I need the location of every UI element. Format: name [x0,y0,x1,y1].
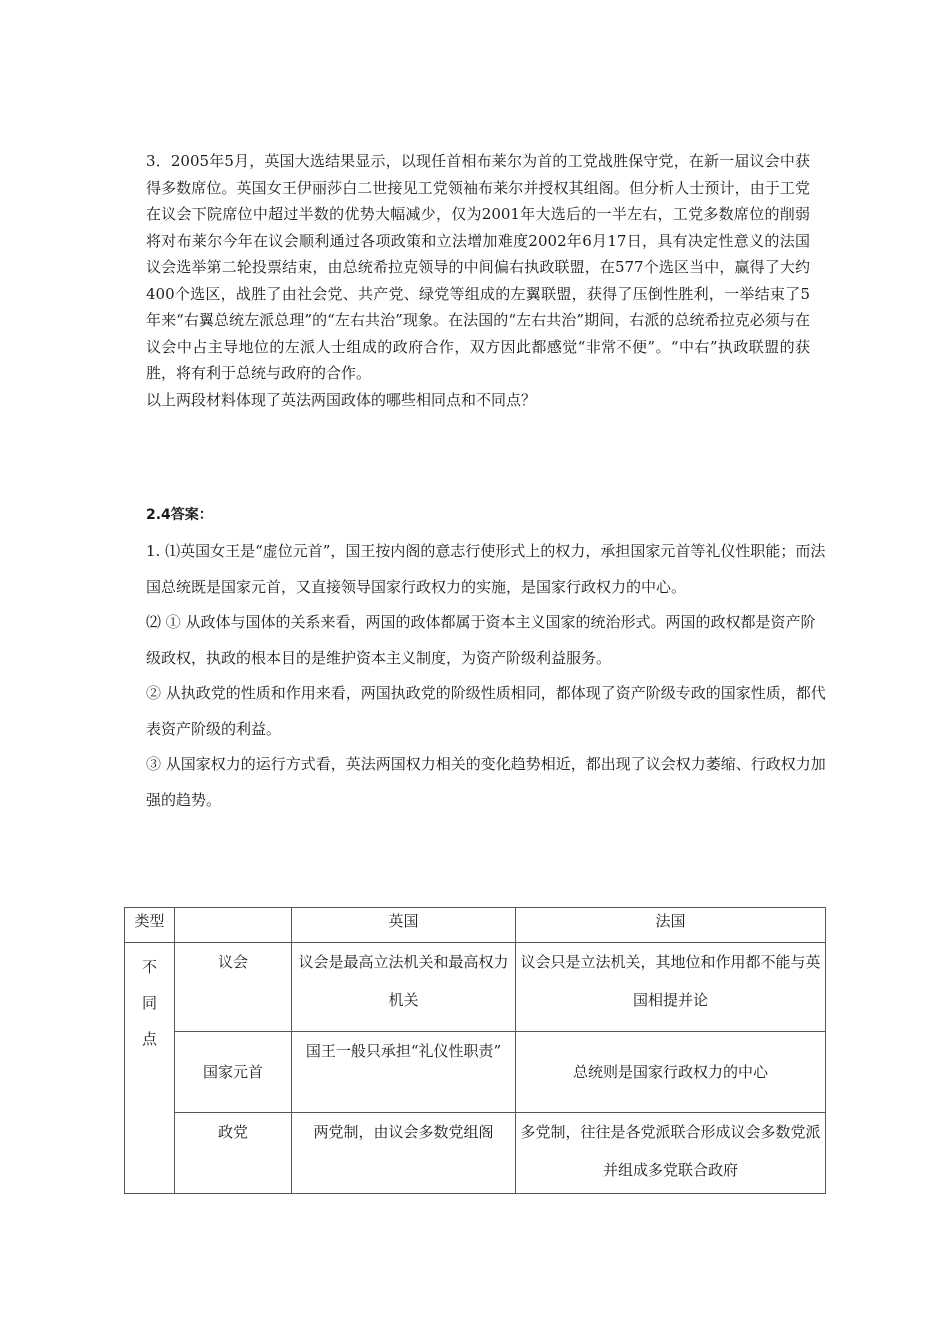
uk-cell: 两党制，由议会多数党组阁 [292,1113,516,1194]
table-row [125,943,826,1032]
question-text: 3．2005年5月，英国大选结果显示，以现任首相布莱尔为首的工党战胜保守党，在新一届议会中获得多数席位。英国女王伊丽莎白二世接见工党领袖布莱尔并授权其组阁。但分析人士预计，由于工党在议会下院席位中超过半数的优势大幅减少，仅为2001年大选后的一半左右，工党多数席位的削弱将对布莱尔今年在议会顺利通过各项政策和立法增加难度2002年6月17日，具有决定性意义的法国议会选举第二轮投票结束，由总统希拉克领导的中间偏右执政联盟，在577个选区当中，赢得了大约400个选区，战胜了由社会党、共产党、绿党等组成的左翼联盟，获得了压倒性胜利，一举结束了5年来“右翼总统左派总理”的“左右共治”现象。在法国的“左右共治”期间，右派的总统希拉克必须与在议会中占主导地位的左派人士组成的政府合作，双方因此都感觉“非常不便”。“中右”执政联盟的获胜，将有利于总统与政府的合作。 [146,152,810,382]
header-uk: 英国 [292,908,516,943]
table-row [125,1113,826,1194]
group-label-cell [125,943,175,1194]
table-header-row [125,908,826,943]
answer-item-4: ③ 从国家权力的运行方式看，英法两国权力相关的变化趋势相近，都出现了议会权力萎缩、行政权力加强的趋势。 [146,755,826,809]
answer-block [146,534,826,818]
france-cell: 多党制，往往是各党派联合形成议会多数党派并组成多党联合政府 [516,1113,826,1194]
answer-item-1: 1. ⑴英国女王是“虚位元首”，国王按内阁的意志行使形式上的权力，承担国家元首等礼仪性职能；而法国总统既是国家元首，又直接领导国家行政权力的实施，是国家行政权力的中心。 [146,542,826,596]
header-aspect [175,908,292,943]
comparison-table [124,907,826,1194]
france-cell: 议会只是立法机关，其地位和作用都不能与英国相提并论 [516,943,826,1032]
group-label: 不同点 [142,958,158,1048]
france-cell: 总统则是国家行政权力的中心 [516,1032,826,1113]
uk-cell: 国王一般只承担“礼仪性职责” [292,1032,516,1113]
aspect-cell: 国家元首 [175,1032,292,1113]
question-block [146,148,810,413]
answer-heading: 2.4答案： [146,507,213,523]
uk-cell: 议会是最高立法机关和最高权力机关 [292,943,516,1032]
header-type: 类型 [125,908,175,943]
answer-item-2: ⑵ ① 从政体与国体的关系来看，两国的政体都属于资本主义国家的统治形式。两国的政权都是资产阶级政权，执政的根本目的是维护资本主义制度，为资产阶级利益服务。 [146,613,816,667]
question-prompt: 以上两段材料体现了英法两国政体的哪些相同点和不同点？ [146,390,537,409]
header-france: 法国 [516,908,826,943]
aspect-cell: 政党 [175,1113,292,1194]
answer-item-3: ② 从执政党的性质和作用来看，两国执政党的阶级性质相同，都体现了资产阶级专政的国家性质，都代表资产阶级的利益。 [146,684,826,738]
table-row [125,1032,826,1113]
aspect-cell: 议会 [175,943,292,1032]
